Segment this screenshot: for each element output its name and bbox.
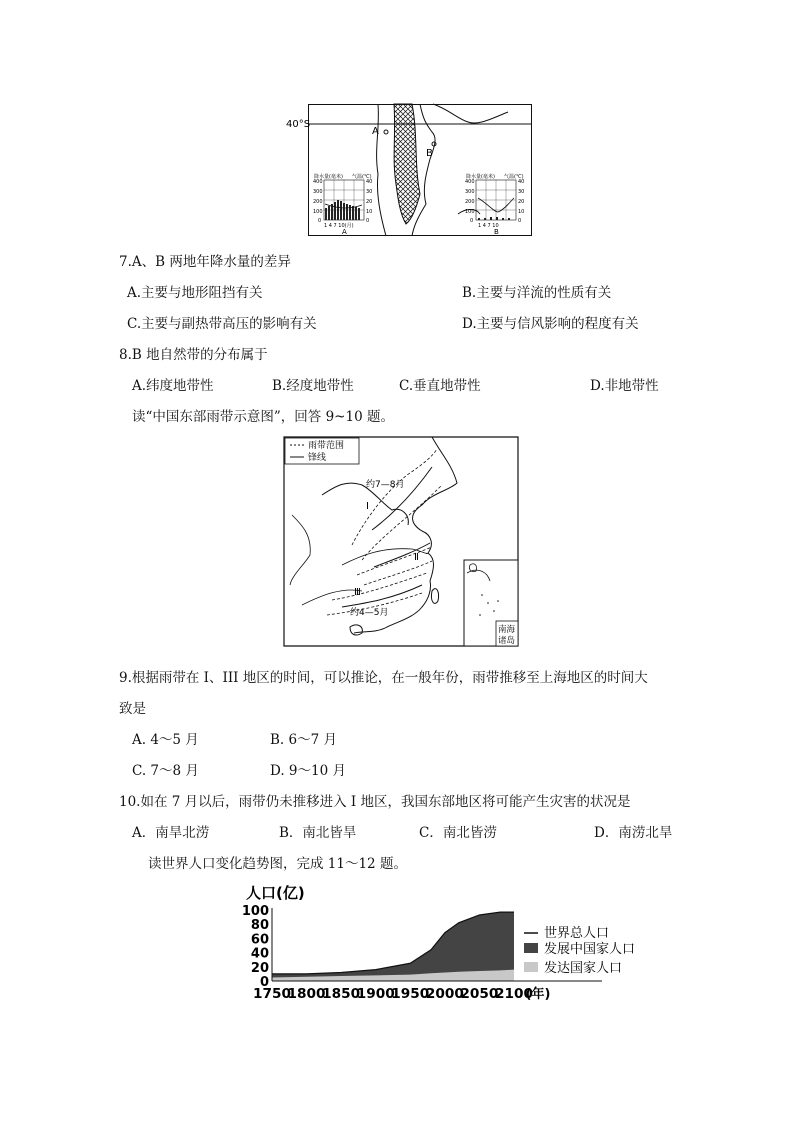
q9-stem-line2: 致是 (119, 701, 146, 717)
svg-text:30: 30 (366, 189, 373, 195)
region-1-label: Ⅰ (366, 501, 369, 512)
y-axis-label: 人口(亿) (246, 884, 305, 902)
q10-option-a[interactable]: A．南旱北涝 (132, 825, 210, 841)
x-tick-label: 2000 (425, 987, 464, 1002)
svg-text:100: 100 (313, 209, 323, 215)
legend-swatch-developed (524, 962, 538, 972)
y-tick-label: 40 (250, 946, 269, 962)
q9-option-a[interactable]: A. 4～5 月 (132, 732, 199, 748)
intro-rainbelt: 读“中国东部雨带示意图”，回答 9~10 题。 (132, 409, 394, 425)
svg-text:气温(℃): 气温(℃) (504, 174, 524, 180)
y-tick-label: 20 (250, 960, 269, 976)
q10-option-d[interactable]: D．南涝北旱 (594, 825, 673, 841)
q8-option-a[interactable]: A.纬度地带性 (132, 378, 214, 394)
svg-text:10: 10 (366, 209, 373, 215)
x-tick-label: 2050 (460, 987, 499, 1002)
inset-label-1: 南海 (498, 625, 516, 635)
q9-option-b[interactable]: B. 6～7 月 (270, 732, 337, 748)
figure-rain-belt-map (282, 435, 520, 648)
q8-option-c[interactable]: C.垂直地带性 (399, 378, 481, 394)
figure-south-america (286, 104, 532, 236)
svg-text:A: A (342, 228, 347, 236)
x-axis-label: (年) (525, 987, 551, 1002)
legend-front-label: 锋线 (308, 453, 327, 463)
svg-text:20: 20 (366, 199, 373, 205)
svg-text:400: 400 (313, 179, 323, 185)
svg-text:气温(℃): 气温(℃) (352, 174, 372, 180)
svg-text:0: 0 (318, 218, 322, 224)
svg-text:降水量(毫米): 降水量(毫米) (466, 174, 495, 180)
x-tick-label: 2100 (495, 987, 533, 1002)
q7-stem: 7.A、B 两地年降水量的差异 (119, 254, 291, 270)
latitude-label: 40°S (286, 119, 311, 130)
q10-option-b[interactable]: B．南北皆旱 (279, 825, 357, 841)
inset-label-2: 诸岛 (498, 636, 516, 646)
q10-stem: 10.如在 7 月以后，雨带仍未推移进入 I 地区，我国东部地区将可能产生灾害的状况是 (119, 794, 631, 810)
area-developing (272, 912, 514, 981)
intro-population: 读世界人口变化趋势图，完成 11～12 题。 (148, 856, 407, 872)
svg-text:1 4 7 10(月): 1 4 7 10(月) (324, 223, 354, 229)
q8-option-b[interactable]: B.经度地带性 (272, 378, 354, 394)
svg-text:200: 200 (313, 199, 323, 205)
q7-option-c[interactable]: C.主要与副热带高压的影响有关 (127, 316, 317, 332)
legend-swatch-developing (524, 943, 538, 953)
y-tick-label: 80 (250, 918, 269, 934)
svg-text:0: 0 (470, 218, 474, 224)
svg-text:0: 0 (518, 218, 522, 224)
q7-option-a[interactable]: A.主要与地形阻挡有关 (127, 285, 263, 301)
legend-label: 世界总人口 (544, 926, 610, 941)
svg-text:0: 0 (366, 218, 370, 224)
svg-text:300: 300 (313, 189, 323, 195)
label-jul-aug: 约7—8月 (366, 480, 405, 490)
y-tick-label: 60 (250, 932, 269, 948)
q7-option-d[interactable]: D.主要与信风影响的程度有关 (462, 316, 639, 332)
svg-text:降水量(毫米): 降水量(毫米) (314, 174, 343, 180)
point-b-label: B (426, 148, 433, 159)
svg-text:B: B (494, 228, 499, 236)
x-tick-label: 1850 (322, 987, 361, 1002)
legend-label: 发展中国家人口 (544, 942, 636, 957)
q10-option-c[interactable]: C．南北皆涝 (419, 825, 497, 841)
svg-text:400: 400 (465, 179, 475, 185)
label-apr-may: 约4—5月 (350, 608, 389, 618)
q9-option-d[interactable]: D. 9～10 月 (270, 763, 346, 779)
region-2-label: Ⅱ (414, 552, 419, 563)
legend-label: 发达国家人口 (544, 961, 623, 976)
x-tick-label: 1900 (356, 987, 395, 1002)
x-tick-label: 1750 (253, 987, 291, 1002)
q8-stem: 8.B 地自然带的分布属于 (119, 347, 268, 363)
q9-option-c[interactable]: C. 7～8 月 (132, 763, 199, 779)
south-america-map (286, 104, 532, 236)
svg-text:40: 40 (366, 179, 373, 185)
q7-option-b[interactable]: B.主要与洋流的性质有关 (462, 285, 612, 301)
population-chart-svg (242, 880, 662, 1002)
population-chart (242, 880, 662, 1002)
x-tick-label: 1800 (287, 987, 326, 1002)
point-a-label: A (372, 126, 379, 137)
svg-text:30: 30 (518, 189, 525, 195)
svg-text:20: 20 (518, 199, 525, 205)
svg-text:100: 100 (465, 209, 475, 215)
q9-stem-line1: 9.根据雨带在 I、III 地区的时间，可以推论，在一般年份，雨带推移至上海地区的时间大 (119, 670, 648, 686)
q8-option-d[interactable]: D.非地带性 (590, 378, 659, 394)
svg-text:1 4 7 10: 1 4 7 10 (478, 223, 499, 229)
svg-text:40: 40 (518, 179, 525, 185)
svg-text:200: 200 (465, 199, 475, 205)
region-3-label: Ⅲ (354, 587, 361, 598)
x-tick-label: 1950 (391, 987, 430, 1002)
y-tick-label: 100 (241, 904, 269, 919)
svg-text:10: 10 (518, 209, 525, 215)
legend-range-label: 雨带范围 (308, 441, 345, 451)
y-tick-label: 0 (259, 975, 269, 990)
svg-text:300: 300 (465, 189, 475, 195)
